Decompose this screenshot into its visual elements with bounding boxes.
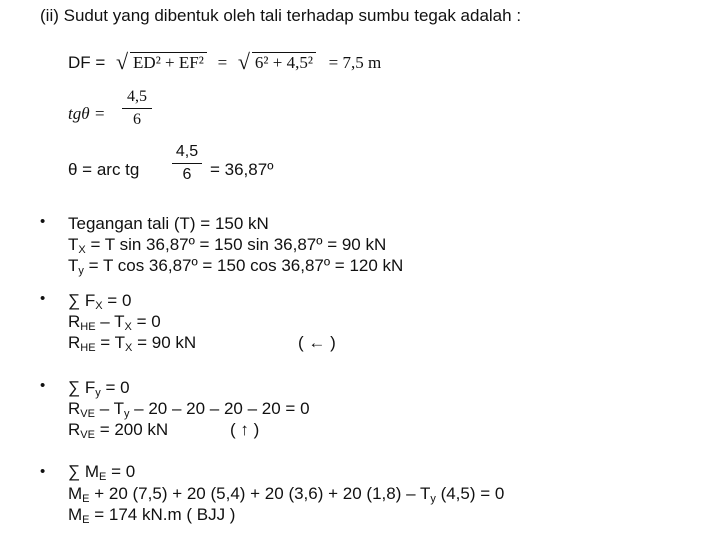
tg-denominator: 6 [133,111,141,128]
rve-subscript: VE [80,429,95,441]
sum-fy-line-3-rest: = 200 kN [94,420,169,439]
moment-terms: + 20 (7,5) + 20 (5,4) + 20 (3,6) + 20 (1,8) – T [89,484,431,503]
tx-subscript: X [124,321,132,333]
df-equation [68,52,381,73]
radicand-6-45: 6² + 4,5² [252,52,316,73]
ty-expression: = T cos 36,87º = 150 cos 36,87º = 120 kN [83,256,404,275]
tension-line-tx [68,235,386,256]
ty-subscript: y [430,493,436,505]
rhe-symbol: R [68,333,81,352]
tx-subscript: X [125,342,133,354]
theta-denominator: 6 [182,166,192,183]
me-subscript: E [82,514,90,526]
sum-me-line-2 [68,484,504,505]
sum-fy-line-3 [68,420,168,441]
rhe-subscript: HE [80,342,96,354]
section-heading: (ii) Sudut yang dibentuk oleh tali terhadap sumbu tegak adalah : [40,6,522,25]
sqrt-ed-ef [116,52,207,73]
me-symbol: M [68,484,83,503]
tx-term: = T [95,333,126,352]
tx-term: – T [95,312,125,331]
sum-me-line-1 [68,462,135,483]
sum-me-rest: = 0 [106,462,136,481]
sum-fx-rest: = 0 [102,291,132,310]
theta-lhs: θ = arc tg [68,160,140,179]
bullet-icon: • [40,213,46,230]
tension-line-ty [68,256,403,277]
sum-me-line-2-rest: (4,5) = 0 [435,484,505,503]
ty-term: – T [94,399,124,418]
sum-fy-line-2 [68,399,310,420]
df-result: = 7,5 m [328,53,382,72]
theta-fraction [172,143,202,184]
sum-fy-symbol: ∑ F [68,378,96,397]
rve-symbol: R [68,420,81,439]
df-lhs: DF = [68,53,106,72]
sum-fx-subscript: X [95,300,103,312]
ty-symbol: T [68,256,79,275]
me-subscript: E [82,493,90,505]
sqrt-6-45 [238,52,316,73]
sum-fx-line-2 [68,312,161,333]
tg-numerator: 4,5 [127,88,147,105]
ty-subscript: y [78,265,84,277]
rhe-symbol: R [68,312,81,331]
sum-fx-line-1 [68,291,131,312]
direction-up-arrow: ( ↑ ) [230,420,260,439]
tg-lhs: tgθ = [68,104,106,123]
rhe-subscript: HE [80,321,96,333]
bullet-icon: • [40,463,46,480]
sum-me-symbol: ∑ M [68,462,100,481]
ty-subscript: y [123,408,130,420]
sum-me-line-3-rest: = 174 kN.m ( BJJ ) [89,505,236,524]
fraction-bar [122,108,152,109]
sum-fy-line-1 [68,378,130,399]
sum-fy-rest: = 0 [100,378,130,397]
sum-fx-symbol: ∑ F [68,291,96,310]
sum-fx-line-2-rest: = 0 [131,312,161,331]
me-symbol: M [68,505,83,524]
radicand-ed-ef: ED² + EF² [130,52,207,73]
rve-subscript: VE [80,408,95,420]
theta-result: = 36,87º [210,160,274,179]
df-eq: = [217,53,228,72]
sum-fx-line-3 [68,333,196,354]
sum-fy-line-2-rest: – 20 – 20 – 20 – 20 = 0 [129,399,310,418]
tension-line-1: Tegangan tali (T) = 150 kN [68,214,269,233]
direction-left-arrow: ( ← ) [298,333,336,352]
sum-fx-line-3-rest: = 90 kN [132,333,197,352]
fraction-bar [172,163,202,164]
tx-subscript: X [78,244,86,256]
rve-symbol: R [68,399,81,418]
tg-fraction [122,88,152,129]
bullet-icon: • [40,377,46,394]
bullet-icon: • [40,290,46,307]
tx-expression: = T sin 36,87º = 150 sin 36,87º = 90 kN [85,235,387,254]
theta-numerator: 4,5 [175,143,199,160]
sum-me-subscript: E [99,471,107,483]
sum-fy-subscript: y [95,387,101,399]
sum-me-line-3 [68,505,235,526]
tx-symbol: T [68,235,79,254]
